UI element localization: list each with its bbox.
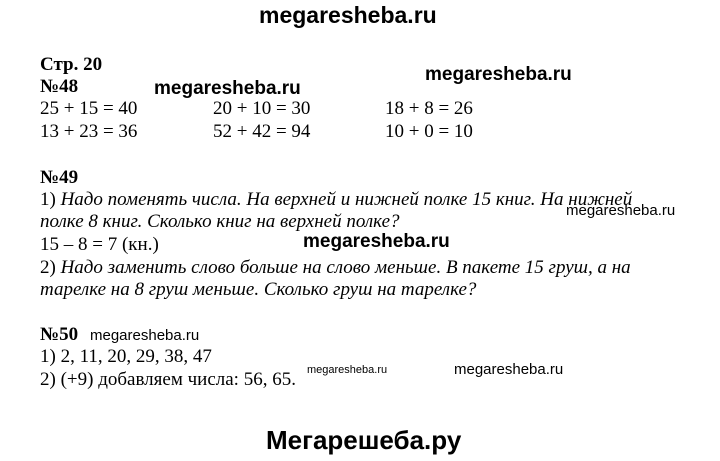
watermark: megaresheba.ru <box>154 78 301 99</box>
watermark-bottom: Мегарешеба.ру <box>266 425 462 455</box>
watermark: megaresheba.ru <box>90 327 200 344</box>
watermark-top: megaresheba.ru <box>259 2 437 28</box>
task50-heading: №50 <box>40 324 79 345</box>
task49-item2-number: 2) <box>40 257 56 278</box>
task48-equation: 18 + 8 = 26 <box>385 98 473 119</box>
task49-item1-line1 <box>40 189 632 211</box>
watermark: megaresheba.ru <box>454 361 564 378</box>
task50-line1: 1) 2, 11, 20, 29, 38, 47 <box>40 346 212 367</box>
task49-item1-line2: полке 8 книг. Сколько книг на верхней полке? <box>40 211 400 232</box>
watermark: megaresheba.ru <box>425 64 572 85</box>
task50-line2: 2) (+9) добавляем числа: 56, 65. <box>40 369 296 390</box>
task49-heading: №49 <box>40 167 79 188</box>
watermark: megaresheba.ru <box>566 202 676 219</box>
watermark: megaresheba.ru <box>303 231 450 252</box>
task48-equation: 13 + 23 = 36 <box>40 121 138 142</box>
task49-item2-text: Надо заменить слово больше на слово меньше. В пакете 15 груш, а на <box>60 257 631 278</box>
task49-calculation: 15 – 8 = 7 (кн.) <box>40 234 159 255</box>
watermark: megaresheba.ru <box>307 364 388 376</box>
task48-equation: 20 + 10 = 30 <box>213 98 311 119</box>
task48-equation: 52 + 42 = 94 <box>213 121 311 142</box>
task49-item2-line1 <box>40 257 631 279</box>
task49-item1-text: Надо поменять числа. На верхней и нижней полке 15 книг. На нижней <box>60 189 633 210</box>
task49-item1-number: 1) <box>40 189 56 210</box>
task48-heading: №48 <box>40 76 79 97</box>
task48-equation: 25 + 15 = 40 <box>40 98 138 119</box>
page-label: Стр. 20 <box>40 54 103 75</box>
task49-item2-line2: тарелке на 8 груш меньше. Сколько груш на тарелке? <box>40 279 477 300</box>
task48-equation: 10 + 0 = 10 <box>385 121 473 142</box>
